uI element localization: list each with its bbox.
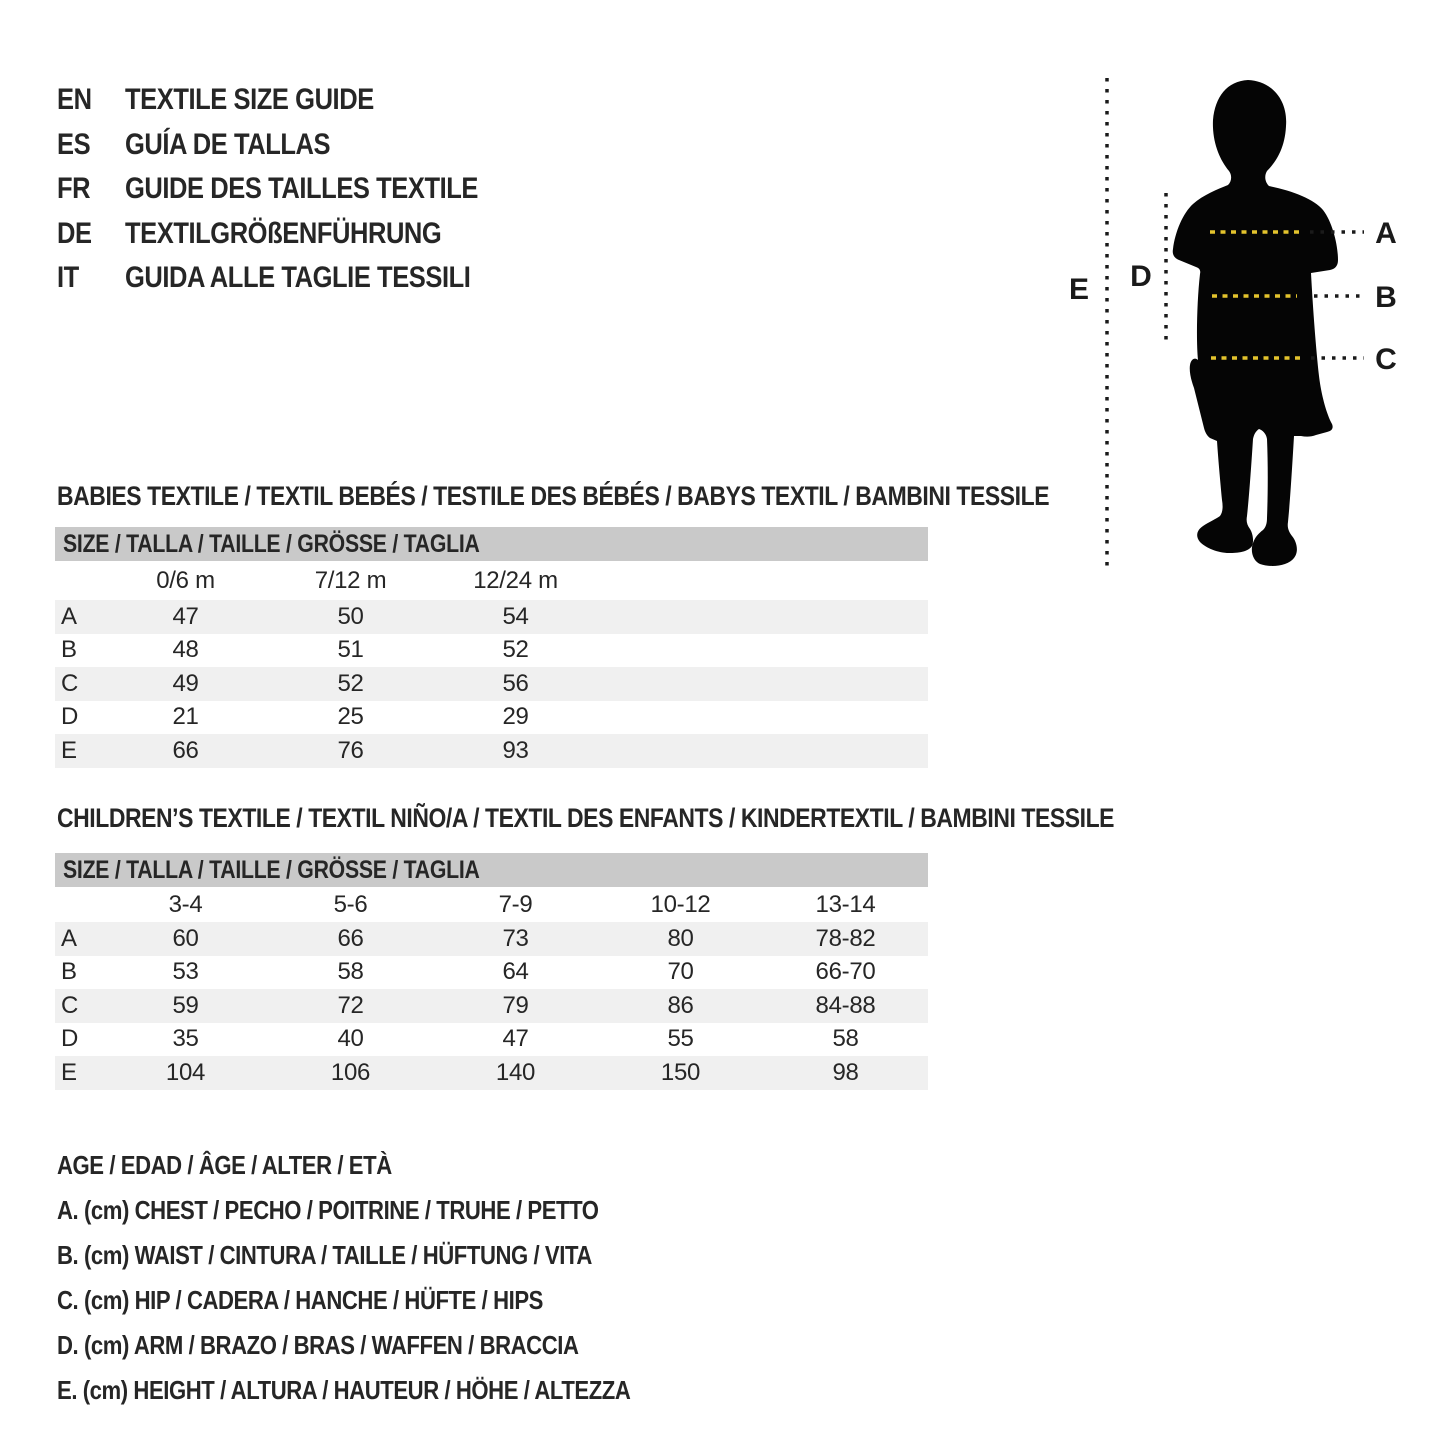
row-label: D [61, 1025, 79, 1053]
language-code: EN [57, 83, 92, 117]
table-cell: 73 [502, 924, 529, 952]
table-cell: 51 [337, 636, 364, 664]
row-label: B [61, 958, 77, 986]
table-cell: 66 [172, 736, 199, 764]
table-cell: 40 [337, 1025, 364, 1053]
row-label: C [61, 669, 79, 697]
row-label: E [61, 1058, 77, 1086]
language-code: IT [57, 261, 79, 295]
table-row [55, 701, 928, 735]
table-cell: 72 [337, 991, 364, 1019]
legend-text: E. (cm) HEIGHT / ALTURA / HAUTEUR / HÖHE / ALTEZZA [57, 1375, 631, 1405]
table-cell: 106 [330, 1058, 371, 1086]
language-title-block [57, 78, 552, 301]
language-title: GUIDE DES TAILLES TEXTILE [125, 172, 479, 206]
table-cell: 93 [502, 736, 529, 764]
table-cell: 35 [172, 1025, 199, 1053]
row-label: B [61, 636, 77, 664]
table-cell: 79 [502, 991, 529, 1019]
legend-line-hip [57, 1278, 732, 1323]
table-cell: 58 [337, 958, 364, 986]
measure-label-a: A [1375, 217, 1397, 250]
language-row-fr [57, 167, 552, 212]
legend-text: B. (cm) WAIST / CINTURA / TAILLE / HÜFTUNG / VITA [57, 1240, 592, 1270]
column-header: 0/6 m [156, 566, 215, 594]
table-cell: 53 [172, 958, 199, 986]
measurement-legend [57, 1143, 732, 1413]
section-title-babies-text: BABIES TEXTILE / TEXTIL BEBÉS / TESTILE DES BÉBÉS / BABYS TEXTIL / BAMBINI TESSILE [57, 481, 1050, 511]
column-header: 7/12 m [314, 566, 387, 594]
language-code: DE [57, 216, 92, 250]
table-cell: 47 [502, 1025, 529, 1053]
table-row [55, 1056, 928, 1090]
measure-label-b: B [1375, 281, 1397, 314]
column-header: 13-14 [815, 890, 876, 918]
legend-text: C. (cm) HIP / CADERA / HANCHE / HÜFTE / HIPS [57, 1285, 543, 1315]
language-row-en [57, 78, 552, 123]
table-cell: 54 [502, 602, 529, 630]
table-cell: 98 [832, 1058, 859, 1086]
table-cell: 66 [337, 924, 364, 952]
table-cell: 47 [172, 602, 199, 630]
table-cell: 60 [172, 924, 199, 952]
table-cell: 59 [172, 991, 199, 1019]
column-header-row [55, 561, 928, 600]
legend-line-waist [57, 1233, 732, 1278]
table-row [55, 734, 928, 768]
legend-line-chest [57, 1188, 732, 1233]
column-header: 12/24 m [473, 566, 558, 594]
row-label: A [61, 602, 77, 630]
language-code: ES [57, 127, 91, 161]
size-header-text: SIZE / TALLA / TAILLE / GRÖSSE / TAGLIA [63, 530, 480, 558]
size-header-bar [55, 853, 928, 887]
legend-text: D. (cm) ARM / BRAZO / BRAS / WAFFEN / BRACCIA [57, 1330, 579, 1360]
table-cell: 84-88 [815, 991, 876, 1019]
legend-line-arm [57, 1323, 732, 1368]
table-cell: 104 [165, 1058, 206, 1086]
legend-text: AGE / EDAD / ÂGE / ALTER / ETÀ [57, 1150, 392, 1180]
legend-line-age [57, 1143, 732, 1188]
table-row [55, 989, 928, 1023]
table-row [55, 922, 928, 956]
section-title-children [57, 803, 1301, 834]
language-title: TEXTILE SIZE GUIDE [125, 83, 374, 117]
language-code: FR [57, 172, 91, 206]
table-cell: 25 [337, 703, 364, 731]
table-row [55, 634, 928, 668]
babies-size-table [55, 527, 928, 768]
table-cell: 58 [832, 1025, 859, 1053]
table-cell: 49 [172, 669, 199, 697]
table-cell: 70 [667, 958, 694, 986]
table-cell: 80 [667, 924, 694, 952]
table-cell: 140 [495, 1058, 536, 1086]
table-cell: 52 [337, 669, 364, 697]
language-row-it [57, 256, 552, 301]
measure-label-e: E [1068, 273, 1090, 306]
table-cell: 48 [172, 636, 199, 664]
column-header: 3-4 [168, 890, 203, 918]
section-title-children-text: CHILDREN’S TEXTILE / TEXTIL NIÑO/A / TEXTIL DES ENFANTS / KINDERTEXTIL / BAMBINI TESSILE [57, 803, 1115, 833]
table-cell: 55 [667, 1025, 694, 1053]
size-header-bar [55, 527, 928, 561]
legend-text: A. (cm) CHEST / PECHO / POITRINE / TRUHE / PETTO [57, 1195, 599, 1225]
language-row-es [57, 123, 552, 168]
column-header: 7-9 [498, 890, 533, 918]
language-title: GUÍA DE TALLAS [125, 127, 331, 161]
table-row [55, 667, 928, 701]
measure-label-c: C [1375, 343, 1397, 376]
size-header-text: SIZE / TALLA / TAILLE / GRÖSSE / TAGLIA [63, 856, 480, 884]
table-cell: 50 [337, 602, 364, 630]
table-cell: 29 [502, 703, 529, 731]
section-title-babies [57, 481, 1224, 512]
table-row [55, 600, 928, 634]
table-cell: 76 [337, 736, 364, 764]
table-cell: 64 [502, 958, 529, 986]
row-label: C [61, 991, 79, 1019]
column-header: 10-12 [650, 890, 711, 918]
row-label: A [61, 924, 77, 952]
language-title: GUIDA ALLE TAGLIE TESSILI [125, 261, 471, 295]
column-header-row [55, 887, 928, 922]
table-cell: 150 [660, 1058, 701, 1086]
children-size-table [55, 853, 928, 1090]
table-cell: 56 [502, 669, 529, 697]
table-cell: 86 [667, 991, 694, 1019]
table-row [55, 1023, 928, 1057]
legend-line-height [57, 1368, 732, 1413]
table-cell: 66-70 [815, 958, 876, 986]
table-cell: 21 [172, 703, 199, 731]
table-cell: 78-82 [815, 924, 876, 952]
table-cell: 52 [502, 636, 529, 664]
measure-label-d: D [1130, 260, 1152, 293]
row-label: E [61, 736, 77, 764]
language-title: TEXTILGRÖßENFÜHRUNG [125, 216, 442, 250]
table-row [55, 956, 928, 990]
language-row-de [57, 212, 552, 257]
column-header: 5-6 [333, 890, 368, 918]
row-label: D [61, 703, 79, 731]
